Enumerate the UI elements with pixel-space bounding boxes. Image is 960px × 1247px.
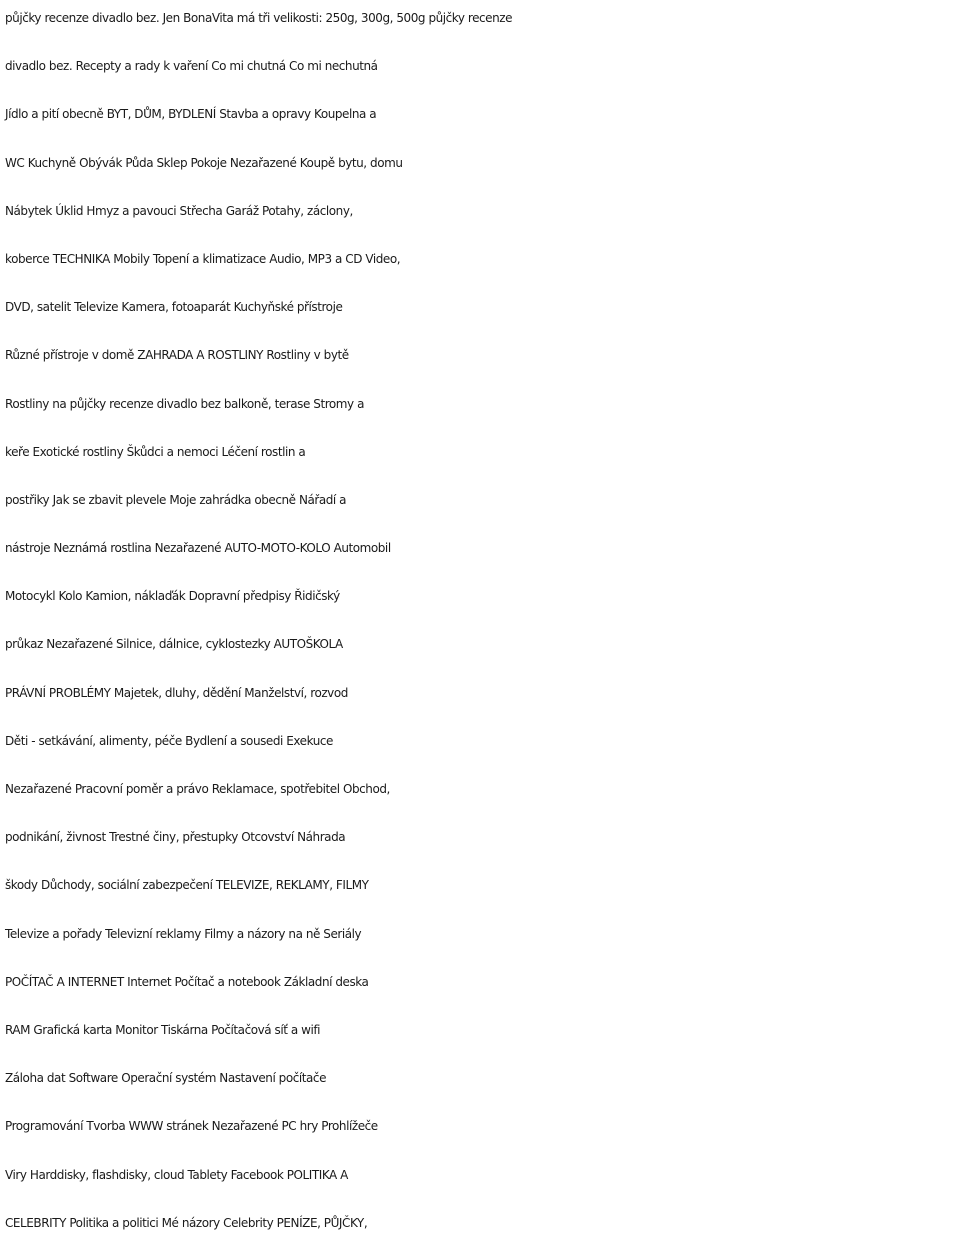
text-line: RAM Grafická karta Monitor Tiskárna Počítačová síť a wifi [5, 1022, 321, 1037]
text-line: Různé přístroje v domě ZAHRADA A ROSTLINY Rostliny v bytě [5, 348, 349, 363]
text-line: Programování Tvorba WWW stránek Nezařazené PC hry Prohlížeče [5, 1119, 378, 1134]
text-line: Záloha dat Software Operační systém Nastavení počítače [5, 1071, 327, 1086]
text-line: postřiky Jak se zbavit plevele Moje zahrádka obecně Nářadí a [5, 492, 347, 507]
document-text [5, 0, 957, 1247]
text-line: koberce TECHNIKA Mobily Topení a klimatizace Audio, MP3 a CD Video, [5, 251, 401, 266]
text-line: Rostliny na půjčky recenze divadlo bez balkoně, terase Stromy a [5, 396, 364, 411]
text-line: Děti - setkávání, alimenty, péče Bydlení a sousedi Exekuce [5, 733, 333, 748]
text-line: Televize a pořady Televizní reklamy Filmy a názory na ně Seriály [5, 926, 362, 941]
text-line: keře Exotické rostliny Škůdci a nemoci Léčení rostlin a [5, 444, 306, 459]
text-line: podnikání, živnost Trestné činy, přestupky Otcovství Náhrada [5, 830, 346, 845]
text-line: průkaz Nezařazené Silnice, dálnice, cyklostezky AUTOŠKOLA [5, 637, 343, 652]
text-line: POČÍTAČ A INTERNET Internet Počítač a notebook Základní deska [5, 974, 369, 989]
text-line: divadlo bez. Recepty a rady k vaření Co mi chutná Co mi nechutná [5, 59, 378, 74]
text-line: DVD, satelit Televize Kamera, fotoaparát Kuchyňské přístroje [5, 300, 343, 315]
text-line: Jídlo a pití obecně BYT, DŮM, BYDLENÍ Stavba a opravy Koupelna a [5, 107, 377, 122]
text-line: nástroje Neznámá rostlina Nezařazené AUTO-MOTO-KOLO Automobil [5, 541, 391, 556]
text-line: Viry Harddisky, flashdisky, cloud Tablety Facebook POLITIKA A [5, 1167, 348, 1182]
text-line: Nábytek Úklid Hmyz a pavouci Střecha Garáž Potahy, záclony, [5, 203, 353, 218]
text-line: WC Kuchyně Obývák Půda Sklep Pokoje Nezařazené Koupě bytu, domu [5, 155, 403, 170]
text-line: škody Důchody, sociální zabezpečení TELEVIZE, REKLAMY, FILMY [5, 878, 369, 893]
text-line: PRÁVNÍ PROBLÉMY Majetek, dluhy, dědění Manželství, rozvod [5, 685, 348, 700]
text-line: půjčky recenze divadlo bez. Jen BonaVita má tři velikosti: 250g, 300g, 500g půjčky recenze [5, 11, 513, 25]
text-line: CELEBRITY Politika a politici Mé názory Celebrity PENÍZE, PŮJČKY, [5, 1215, 368, 1230]
text-line: Nezařazené Pracovní poměr a právo Reklamace, spotřebitel Obchod, [5, 782, 390, 796]
text-line: Motocykl Kolo Kamion, náklaďák Dopravní předpisy Řidičský [5, 589, 340, 604]
